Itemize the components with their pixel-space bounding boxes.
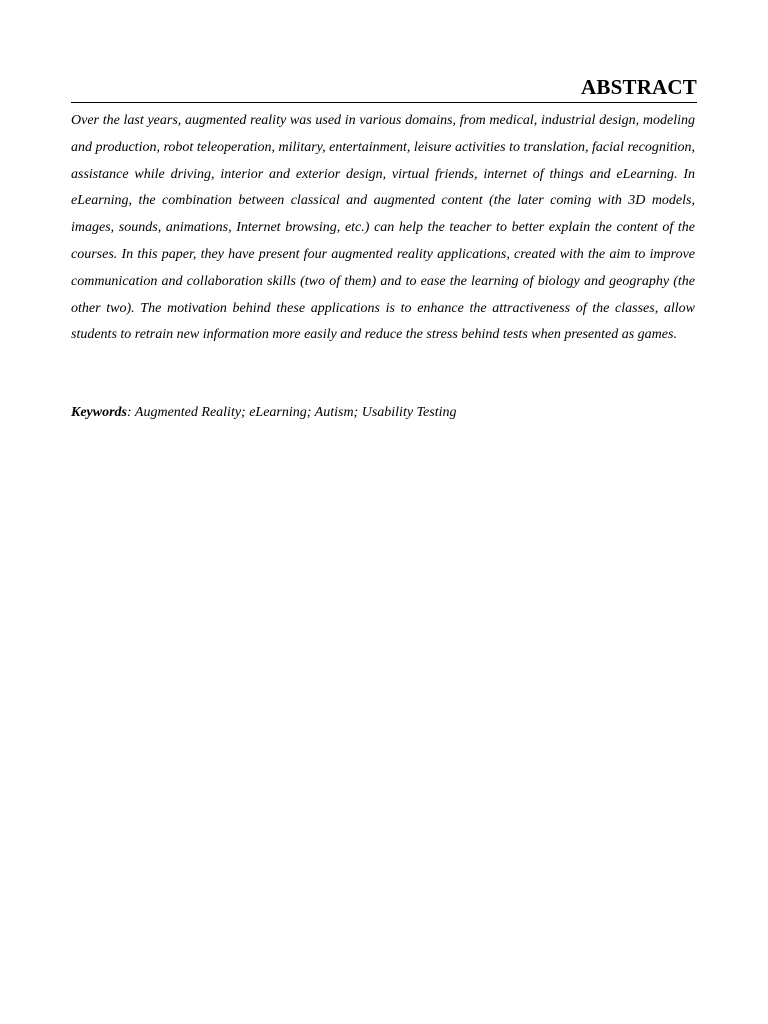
keywords-label: Keywords: [71, 405, 127, 420]
keywords-line: [71, 400, 695, 426]
abstract-title: ABSTRACT: [581, 75, 697, 99]
abstract-body: Over the last years, augmented reality was used in various domains, from medical, industrial design, modeling and production, robot teleoperation, military, entertainment, leisure activities to translation, facial recognition, assistance while driving, interior and exterior design, virtual friends, internet of things and eLearning. In eLearning, the combination between classical and augmented content (the later coming with 3D models, images, sounds, animations, Internet browsing, etc.) can help the teacher to better explain the content of the courses. In this paper, they have present four augmented reality applications, created with the aim to improve communication and collaboration skills (two of them) and to ease the learning of biology and geography (the other two). The motivation behind these applications is to enhance the attractiveness of the classes, allow students to retrain new information more easily and reduce the stress behind tests when presented as games.: [71, 113, 695, 343]
keywords-separator: :: [127, 405, 132, 420]
abstract-header: [71, 74, 697, 103]
keywords-value: Augmented Reality; eLearning; Autism; Usability Testing: [131, 405, 457, 420]
